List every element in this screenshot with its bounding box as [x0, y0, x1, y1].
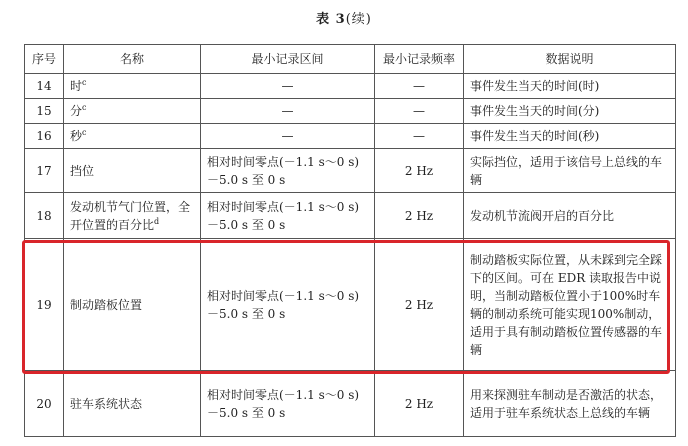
cell-no: 20 — [25, 371, 64, 437]
cell-desc: 事件发生当天的时间(时) — [464, 74, 676, 99]
caption-main: 表 3 — [316, 12, 346, 27]
cell-interval: — — [201, 124, 375, 149]
table-row — [25, 239, 676, 371]
header-no: 序号 — [25, 45, 64, 74]
cell-name: 制动踏板位置 — [64, 239, 201, 371]
cell-interval: 相对时间零点(－1.1 s～0 s)－5.0 s 至 0 s — [201, 149, 375, 193]
cell-name: 驻车系统状态 — [64, 371, 201, 437]
cell-interval: — — [201, 99, 375, 124]
header-row — [25, 45, 676, 74]
cell-interval: 相对时间零点(－1.1 s～0 s)－5.0 s 至 0 s — [201, 193, 375, 239]
cell-desc: 事件发生当天的时间(分) — [464, 99, 676, 124]
cell-name: 秒$^c$ — [64, 124, 201, 149]
data-table — [24, 44, 676, 437]
cell-interval: 相对时间零点(－1.1 s～0 s)－5.0 s 至 0 s — [201, 239, 375, 371]
cell-desc: 制动踏板实际位置，从未踩到完全踩下的区间。可在 EDR 读取报告中说明，当制动踏板位置小于100%时车辆的制动系统可能实现100%制动，适用于具有制动踏板位置传感器的车辆 — [464, 239, 676, 371]
header-desc: 数据说明 — [464, 45, 676, 74]
cell-desc: 发动机节流阀开启的百分比 — [464, 193, 676, 239]
cell-interval: — — [201, 74, 375, 99]
header-interval: 最小记录区间 — [201, 45, 375, 74]
cell-freq: 2 Hz — [375, 193, 464, 239]
cell-no: 18 — [25, 193, 64, 239]
caption-paren: (续) — [345, 12, 372, 27]
table-row — [25, 371, 676, 437]
header-name: 名称 — [64, 45, 201, 74]
cell-no: 19 — [25, 239, 64, 371]
cell-freq: 2 Hz — [375, 239, 464, 371]
cell-name: 时$^c$ — [64, 74, 201, 99]
cell-freq: 2 Hz — [375, 149, 464, 193]
table-caption — [0, 8, 688, 27]
table-row — [25, 124, 676, 149]
cell-desc: 事件发生当天的时间(秒) — [464, 124, 676, 149]
cell-freq: — — [375, 124, 464, 149]
cell-no: 14 — [25, 74, 64, 99]
cell-desc: 实际挡位，适用于该信号上总线的车辆 — [464, 149, 676, 193]
cell-freq: — — [375, 74, 464, 99]
cell-no: 15 — [25, 99, 64, 124]
table-row — [25, 99, 676, 124]
header-freq: 最小记录频率 — [375, 45, 464, 74]
cell-no: 17 — [25, 149, 64, 193]
table-row — [25, 193, 676, 239]
table-row — [25, 149, 676, 193]
cell-interval: 相对时间零点(－1.1 s～0 s)－5.0 s 至 0 s — [201, 371, 375, 437]
cell-freq: — — [375, 99, 464, 124]
cell-name: 分$^c$ — [64, 99, 201, 124]
cell-freq: 2 Hz — [375, 371, 464, 437]
cell-name: 挡位 — [64, 149, 201, 193]
cell-no: 16 — [25, 124, 64, 149]
cell-name: 发动机节气门位置，全开位置的百分比$^d$ — [64, 193, 201, 239]
cell-desc: 用来探测驻车制动是否激活的状态，适用于驻车系统状态上总线的车辆 — [464, 371, 676, 437]
table-row — [25, 74, 676, 99]
